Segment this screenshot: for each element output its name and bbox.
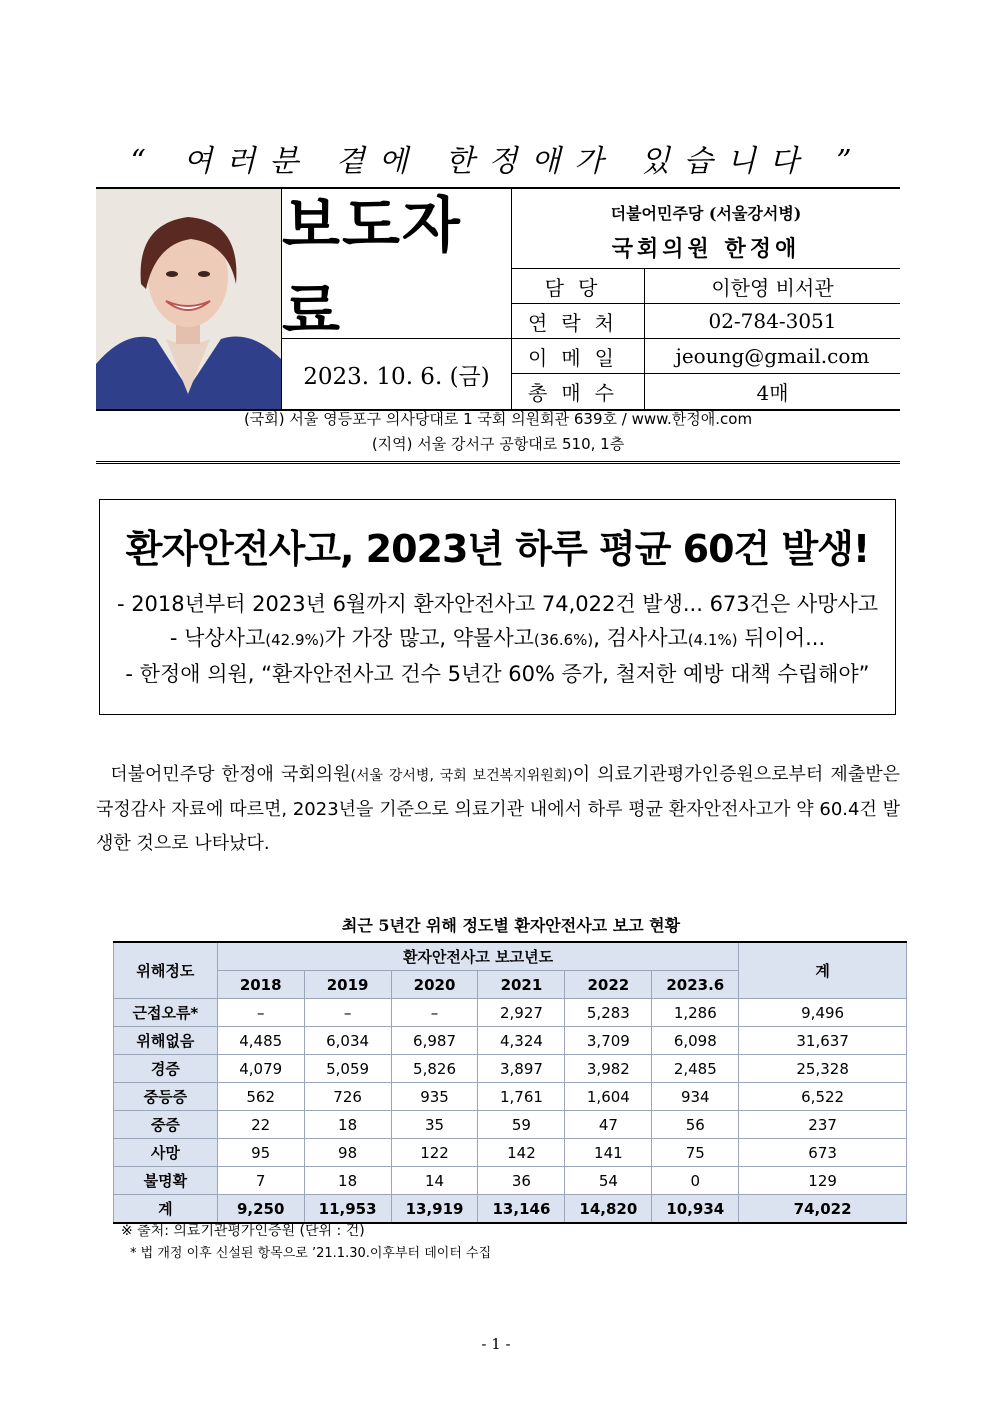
row-total-cell: 74,022: [739, 1195, 907, 1224]
contact-label: 총매수: [512, 374, 645, 409]
headline-box: [99, 499, 896, 715]
table-cell: 1,761: [478, 1083, 565, 1111]
contact-value: 4매: [756, 381, 789, 405]
table-cell: 59: [478, 1111, 565, 1139]
table-total-row: [114, 1195, 907, 1224]
table-cell: 22: [217, 1111, 304, 1139]
table-cell: 54: [565, 1167, 652, 1195]
year-header: 2023.6: [652, 971, 739, 999]
body-paragraph: 더불어민주당 한정애 국회의원(서울 강서병, 국회 보건복지위원회)이 의료기관평가인증원으로부터 제출받은 국정감사 자료에 따르면, 2023년을 기준으로 의료기관 내에서 하루 평균 환자안전사고가 약 60.4건 발생한 것으로 나타났다.: [96, 764, 900, 854]
table-cell: 75: [652, 1139, 739, 1167]
year-header: 2021: [478, 971, 565, 999]
contact-label: 이메일: [512, 339, 645, 373]
accident-table: [113, 941, 907, 1224]
table-cell: 14: [391, 1167, 478, 1195]
press-header: [96, 187, 900, 411]
year-header: 2022: [565, 971, 652, 999]
year-header: 2020: [391, 971, 478, 999]
table-cell: 35: [391, 1111, 478, 1139]
table-cell: 6,034: [304, 1027, 391, 1055]
row-label: 사망: [114, 1139, 218, 1167]
table-cell: 3,709: [565, 1027, 652, 1055]
slogan: “ 여러분 곁에 한정애가 있습니다 ”: [130, 144, 866, 179]
party-block: [512, 189, 900, 269]
contact-value: 02-784-3051: [708, 309, 837, 333]
table-cell: 1,604: [565, 1083, 652, 1111]
table-cell: 141: [565, 1139, 652, 1167]
contact-row: [512, 374, 900, 409]
row-total-cell: 25,328: [739, 1055, 907, 1083]
table-cell: 4,324: [478, 1027, 565, 1055]
row-total-cell: 31,637: [739, 1027, 907, 1055]
table-cell: 5,059: [304, 1055, 391, 1083]
table-cell: 6,098: [652, 1027, 739, 1055]
table-cell: 98: [304, 1139, 391, 1167]
table-cell: 4,485: [217, 1027, 304, 1055]
year-header: 2018: [217, 971, 304, 999]
row-label: 경증: [114, 1055, 218, 1083]
table-cell: 7: [217, 1167, 304, 1195]
row-label: 중등증: [114, 1083, 218, 1111]
subheadline-3: - 한정애 의원, “환자안전사고 건수 5년간 60% 증가, 철저한 예방 대책 수립해야”: [125, 662, 870, 686]
table-cell: 14,820: [565, 1195, 652, 1224]
total-header: 계: [739, 942, 907, 999]
table-row: [114, 1083, 907, 1111]
table-cell: 13,146: [478, 1195, 565, 1224]
table-row: [114, 1027, 907, 1055]
contact-label: 담당: [512, 269, 645, 303]
table-cell: 935: [391, 1083, 478, 1111]
table-cell: –: [217, 999, 304, 1027]
row-total-cell: 129: [739, 1167, 907, 1195]
table-cell: 10,934: [652, 1195, 739, 1224]
row-label: 근접오류*: [114, 999, 218, 1027]
table-cell: 9,250: [217, 1195, 304, 1224]
party-name: 더불어민주당 (서울강서병): [610, 204, 802, 223]
contact-label: 연락처: [512, 304, 645, 338]
lawmaker-photo: [96, 189, 281, 409]
table-cell: 36: [478, 1167, 565, 1195]
table-cell: 142: [478, 1139, 565, 1167]
contact-value: 이한영 비서관: [711, 275, 834, 300]
table-row: [114, 1167, 907, 1195]
table-cell: 562: [217, 1083, 304, 1111]
member-name: 국회의원 한정애: [611, 236, 801, 262]
group-header: 환자안전사고 보고년도: [217, 942, 739, 971]
table-row: [114, 1055, 907, 1083]
row-label: 중증: [114, 1111, 218, 1139]
table-cell: 0: [652, 1167, 739, 1195]
row-total-cell: 237: [739, 1111, 907, 1139]
table-cell: 2,485: [652, 1055, 739, 1083]
row-header: 위해정도: [114, 942, 218, 999]
contact-row: [512, 269, 900, 304]
row-label: 불명확: [114, 1167, 218, 1195]
page-number: - 1 -: [481, 1335, 511, 1353]
headline-title: 환자안전사고, 2023년 하루 평균 60건 발생!: [125, 527, 870, 571]
table-cell: 6,987: [391, 1027, 478, 1055]
table-cell: 122: [391, 1139, 478, 1167]
table-cell: 95: [217, 1139, 304, 1167]
table-row: [114, 1111, 907, 1139]
table-cell: 4,079: [217, 1055, 304, 1083]
table-cell: 2,927: [478, 999, 565, 1027]
assembly-address: (국회) 서울 영등포구 의사당대로 1 국회 의원회관 639호 / www.한정애.com: [243, 410, 753, 428]
table-cell: 726: [304, 1083, 391, 1111]
row-label: 계: [114, 1195, 218, 1224]
table-cell: 3,982: [565, 1055, 652, 1083]
table-cell: 18: [304, 1167, 391, 1195]
table-cell: 934: [652, 1083, 739, 1111]
table-cell: 13,919: [391, 1195, 478, 1224]
table-cell: 3,897: [478, 1055, 565, 1083]
table-cell: 5,826: [391, 1055, 478, 1083]
subheadline-2: - 낙상사고(42.9%)가 가장 많고, 약물사고(36.6%), 검사사고(4.1%) 뒤이어...: [169, 626, 826, 650]
contact-value: jeoung@gmail.com: [675, 344, 870, 368]
row-total-cell: 9,496: [739, 999, 907, 1027]
press-release-title: 보도자료: [282, 189, 511, 339]
table-source-note: ※ 출처: 의료기관평가인증원 (단위 : 건): [121, 1223, 365, 1239]
row-label: 위해없음: [114, 1027, 218, 1055]
table-footnote: * 법 개정 이후 신설된 항목으로 ’21.1.30.이후부터 데이터 수집: [130, 1246, 492, 1261]
table-row: [114, 1139, 907, 1167]
row-total-cell: 673: [739, 1139, 907, 1167]
table-cell: 47: [565, 1111, 652, 1139]
contact-row: [512, 339, 900, 374]
table-cell: –: [391, 999, 478, 1027]
subheadline-1: - 2018년부터 2023년 6월까지 환자안전사고 74,022건 발생... 673건은 사망사고: [116, 592, 879, 616]
table-cell: 56: [652, 1111, 739, 1139]
table-cell: 1,286: [652, 999, 739, 1027]
press-title-cell: [281, 189, 512, 409]
table-row: [114, 999, 907, 1027]
contact-row: [512, 304, 900, 339]
table-cell: 5,283: [565, 999, 652, 1027]
table-cell: –: [304, 999, 391, 1027]
address-block: [96, 407, 900, 464]
local-address: (지역) 서울 강서구 공항대로 510, 1층: [371, 435, 625, 453]
release-date: 2023. 10. 6. (금): [303, 363, 490, 390]
table-cell: 18: [304, 1111, 391, 1139]
row-total-cell: 6,522: [739, 1083, 907, 1111]
year-header: 2019: [304, 971, 391, 999]
table-cell: 11,953: [304, 1195, 391, 1224]
contact-info: [512, 189, 900, 409]
table-title: 최근 5년간 위해 정도별 환자안전사고 보고 현황: [341, 916, 681, 935]
